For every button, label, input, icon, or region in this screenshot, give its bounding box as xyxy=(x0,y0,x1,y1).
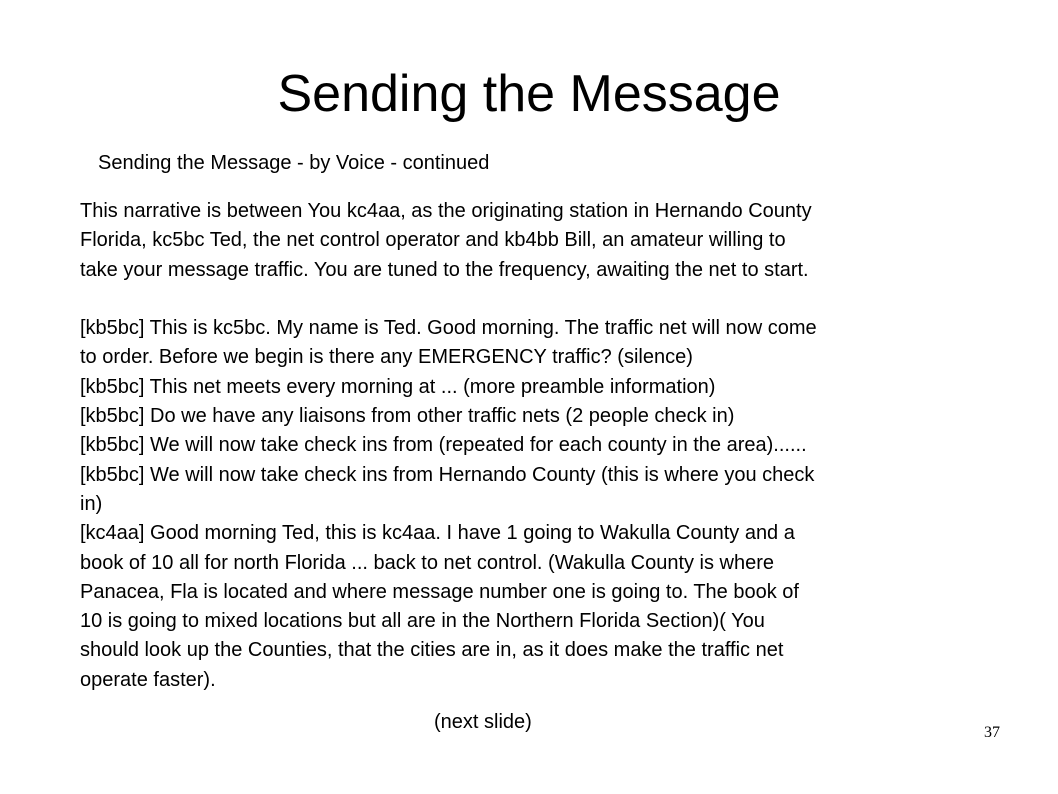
intro-line: Florida, kc5bc Ted, the net control operator and kb4bb Bill, an amateur willing to xyxy=(80,229,786,252)
next-slide-note: (next slide) xyxy=(434,711,532,733)
dialogue-line: [kb5bc] This is kc5bc. My name is Ted. Good morning. The traffic net will now come xyxy=(80,317,817,340)
slide-subtitle: Sending the Message - by Voice - continued xyxy=(98,152,490,174)
dialogue-line: 10 is going to mixed locations but all are in the Northern Florida Section)( You xyxy=(80,610,765,633)
dialogue-line: [kc4aa] Good morning Ted, this is kc4aa. I have 1 going to Wakulla County and a xyxy=(80,522,795,545)
intro-line: This narrative is between You kc4aa, as the originating station in Hernando County xyxy=(80,200,812,222)
dialogue-line: Panacea, Fla is located and where message number one is going to. The book of xyxy=(80,580,799,603)
dialogue-line: should look up the Counties, that the cities are in, as it does make the traffic net xyxy=(80,639,784,662)
slide-title: Sending the Message xyxy=(277,65,781,123)
dialogue-line: to order. Before we begin is there any EMERGENCY traffic? (silence) xyxy=(80,346,693,369)
narrative-body xyxy=(80,197,980,695)
dialogue-line: in) xyxy=(80,492,103,515)
dialogue-line: [kb5bc] We will now take check ins from Hernando County (this is where you check xyxy=(80,463,815,486)
dialogue-line: [kb5bc] Do we have any liaisons from other traffic nets (2 people check in) xyxy=(80,405,735,428)
dialogue-line: [kb5bc] We will now take check ins from (repeated for each county in the area)...... xyxy=(80,434,807,457)
paragraph-spacer xyxy=(80,285,980,314)
dialogue-line: book of 10 all for north Florida ... back to net control. (Wakulla County is where xyxy=(80,551,775,574)
dialogue-line: operate faster). xyxy=(80,668,216,691)
dialogue-line: [kb5bc] This net meets every morning at ... (more preamble information) xyxy=(80,375,716,398)
page-number: 37 xyxy=(984,724,1000,741)
intro-line: take your message traffic. You are tuned to the frequency, awaiting the net to start. xyxy=(80,258,809,281)
